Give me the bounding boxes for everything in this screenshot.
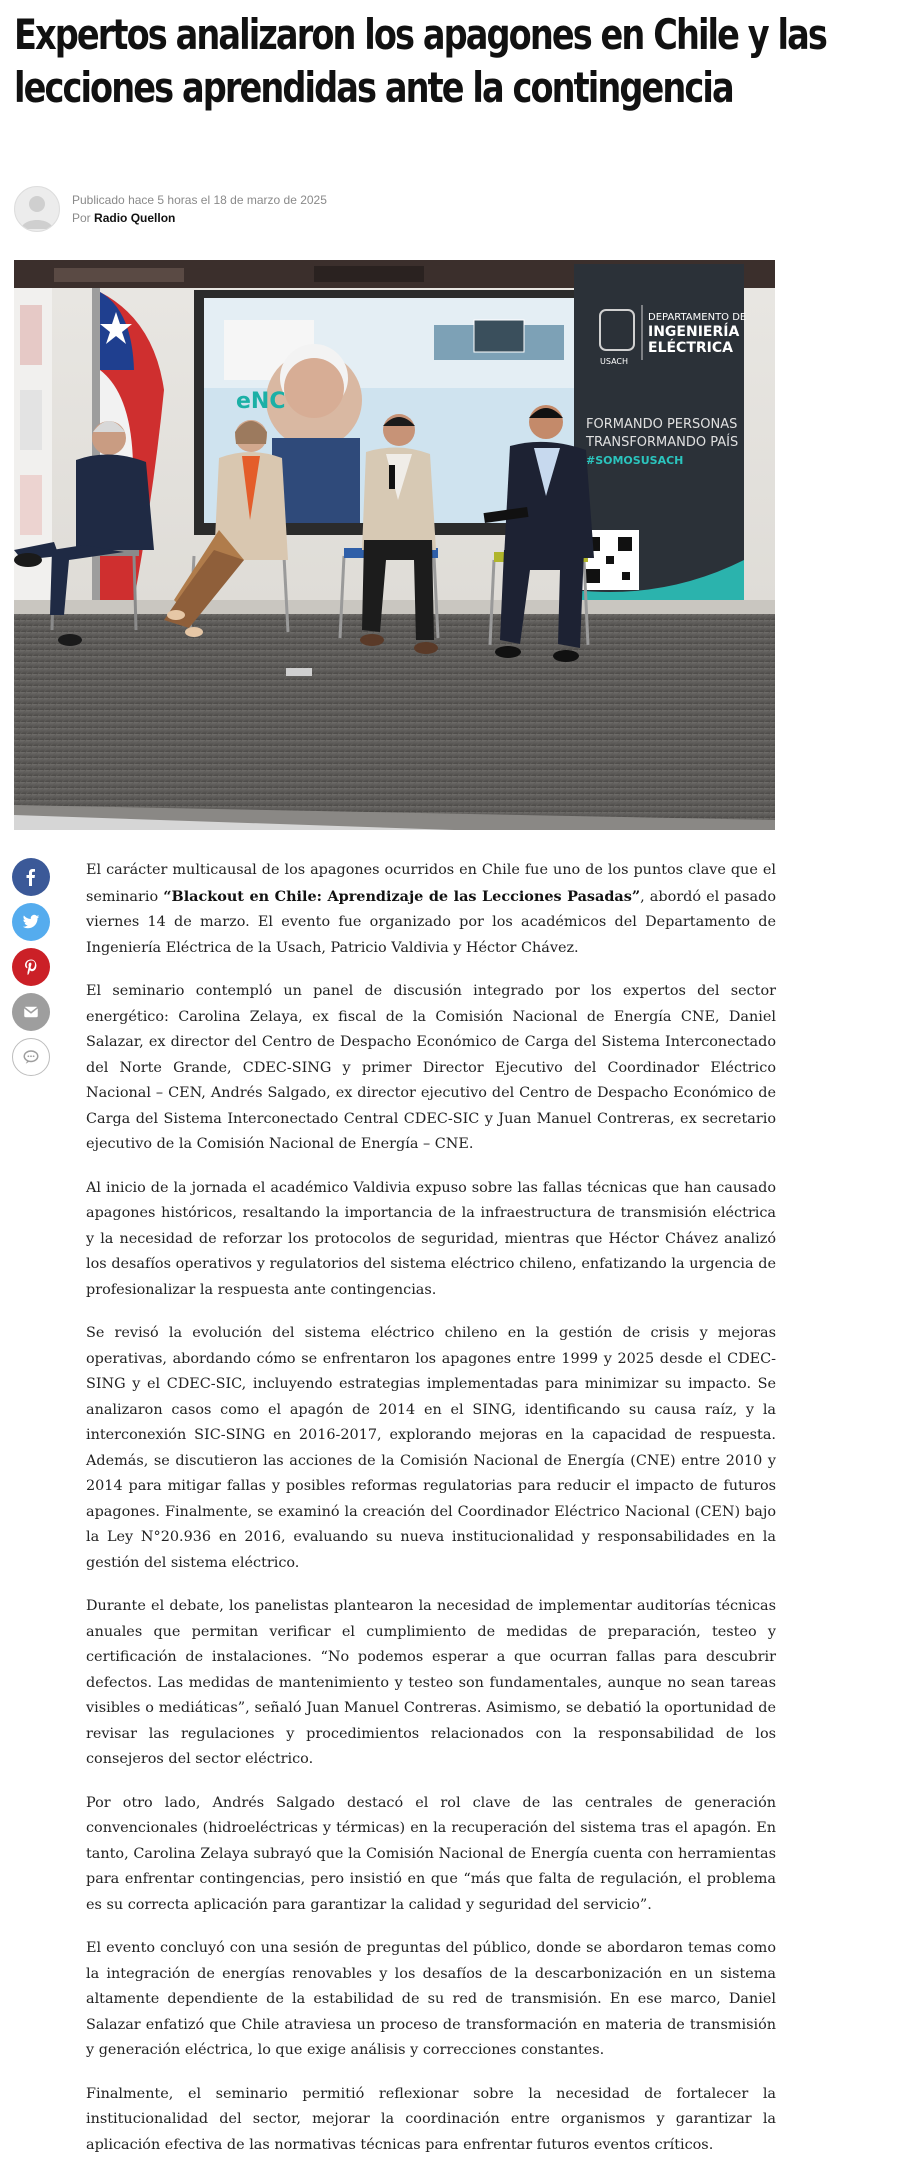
featured-image <box>14 260 775 830</box>
banner-slogan-line1: FORMANDO PERSONAS <box>586 417 738 432</box>
author-avatar[interactable] <box>14 186 60 232</box>
banner-dept-line1: DEPARTAMENTO DE <box>648 312 747 323</box>
banner-dept-line3: ELÉCTRICA <box>648 340 733 356</box>
user-silhouette-icon <box>15 187 59 231</box>
published-el: el <box>200 193 211 207</box>
paragraph-6: Por otro lado, Andrés Salgado destacó el rol clave de las centrales de generación convencionales (hidroeléctricas y térmicas) en la recuperación del sistema tras el apagón. En tanto, Carolina Zelaya subrayó que la Comisión Nacional de Energía cuenta con herramientas para enfrentar contingencias, pero insistió en que “más que falta de regulación, el problema es su correcta aplicación para garantizar la calidad y seguridad del servicio”. <box>86 1794 776 1913</box>
seminar-photo <box>14 260 775 830</box>
byline <box>14 186 327 232</box>
paragraph-7: El evento concluyó con una sesión de preguntas del público, donde se abordaron temas como la integración de energías renovables y los desafíos de la descarbonización en un sistema altamente dependiente de la estabilidad de su red de transmisión. En ese marco, Daniel Salazar enfatizó que Chile atraviesa un proceso de transformación en materia de transmisión y generación eléctrica, lo que exige análisis y correcciones constantes. <box>86 1940 776 2058</box>
publish-line <box>72 191 327 209</box>
article-headline: Expertos analizaron los apagones en Chile y las lecciones aprendidas ante la contingencia <box>14 10 826 112</box>
pinterest-icon <box>22 958 40 976</box>
seminar-title: “Blackout en Chile: Aprendizaje de las Lecciones Pasadas” <box>163 887 641 905</box>
twitter-icon <box>22 913 40 931</box>
published-relative: hace 5 horas <box>128 193 198 207</box>
p1-text-after: , abordó el pasado viernes 14 de marzo. El evento fue organizado por los académicos del Departamento de Ingeniería Eléctrica de la Usach, Patricio Valdivia y Héctor Chávez. <box>86 888 776 956</box>
by-prefix: Por <box>72 211 91 225</box>
paragraph-4: Se revisó la evolución del sistema eléctrico chileno en la gestión de crisis y mejoras operativas, abordando cómo se enfrentaron los apagones entre 1999 y 2025 desde el CDEC-SING y el CDEC-SIC, incluyendo estrategias implementadas para minimizar su impacto. Se analizaron casos como el apagón de 2014 en el SING, identificando su causa raíz, y la interconexión SIC-SING en 2016-2017, explorando mejoras en la capacidad de respuesta. Además, se discutieron las acciones de la Comisión Nacional de Energía (CNE) entre 2010 y 2014 para mitigar fallas y posibles reformas regulatorias para reducir el impacto de futuros apagones. Finalmente, se examinó la creación del Coordinador Eléctrico Nacional (CEN) bajo la Ley N°20.936 en 2016, evaluando su nueva institucionalidad y responsabilidades en la gestión del sistema eléctrico. <box>86 1325 776 1571</box>
post-meta <box>72 191 327 227</box>
screen-logo: eNC <box>236 389 286 414</box>
facebook-share-button[interactable] <box>12 858 50 896</box>
banner-slogan-line2: TRANSFORMANDO PAÍS <box>586 435 739 450</box>
paragraph-2: El seminario contempló un panel de discusión integrado por los expertos del sector energético: Carolina Zelaya, ex fiscal de la Comisión Nacional de Energía CNE, Daniel Salazar, ex director del Centro de Despacho Económico de Carga del Sistema Interconectado del Norte Grande, CDEC-SING y primer Director Ejecutivo del Coordinador Eléctrico Nacional – CEN, Andrés Salgado, ex director ejecutivo del Centro de Despacho Económico de Carga del Sistema Interconectado Central CDEC-SIC y Juan Manuel Contreras, ex secretario ejecutivo de la Comisión Nacional de Energía – CNE. <box>86 983 776 1152</box>
author-line <box>72 209 327 227</box>
pinterest-share-button[interactable] <box>12 948 50 986</box>
author-link[interactable]: Radio Quellon <box>94 211 176 225</box>
comments-button[interactable] <box>12 1038 50 1076</box>
p1-text-before: El carácter multicausal de los apagones ocurridos en Chile fue uno de los puntos clave que el seminario <box>86 862 776 905</box>
paragraph-3: Al inicio de la jornada el académico Valdivia expuso sobre las fallas técnicas que han causado apagones históricos, resaltando la importancia de la infraestructura de transmisión eléctrica y la necesidad de reforzar los protocolos de seguridad, mientras que Héctor Chávez analizó los desafíos operativos y regulatorios del sistema eléctrico chileno, enfatizando la urgencia de profesionalizar la respuesta ante contingencias. <box>86 1179 776 1298</box>
comment-bubble-icon <box>22 1048 40 1066</box>
envelope-icon <box>22 1003 40 1021</box>
twitter-share-button[interactable] <box>12 903 50 941</box>
email-share-button[interactable] <box>12 993 50 1031</box>
facebook-icon <box>22 868 40 886</box>
paragraph-1 <box>86 858 776 961</box>
share-bar <box>12 858 52 1083</box>
banner-hashtag: #SOMOSUSACH <box>586 454 684 467</box>
paragraph-5: Durante el debate, los panelistas plantearon la necesidad de implementar auditorías técnicas anuales que permitan verificar el cumplimiento de medidas de preparación, testeo y certificación de instalaciones. “No podemos esperar a que ocurran fallas para descubrir defectos. Las medidas de mantenimiento y testeo son fundamentales, aunque no sean tareas visibles o mediáticas”, señaló Juan Manuel Contreras. Asimismo, se debatió la oportunidad de revisar las regulaciones y procedimientos relacionados con la responsabilidad de los consejeros del sector eléctrico. <box>86 1598 776 1767</box>
paragraph-8: Finalmente, el seminario permitió reflexionar sobre la necesidad de fortalecer la institucionalidad del sector, mejorar la coordinación entre organismos y garantizar la aplicación efectiva de las normativas técnicas para enfrentar futuros eventos críticos. <box>86 2085 776 2153</box>
banner-university: USACH <box>600 357 629 366</box>
article-body <box>86 858 776 2176</box>
published-date: 18 de marzo de 2025 <box>213 193 327 207</box>
published-prefix: Publicado <box>72 193 125 207</box>
banner-dept-line2: INGENIERÍA <box>648 324 740 340</box>
